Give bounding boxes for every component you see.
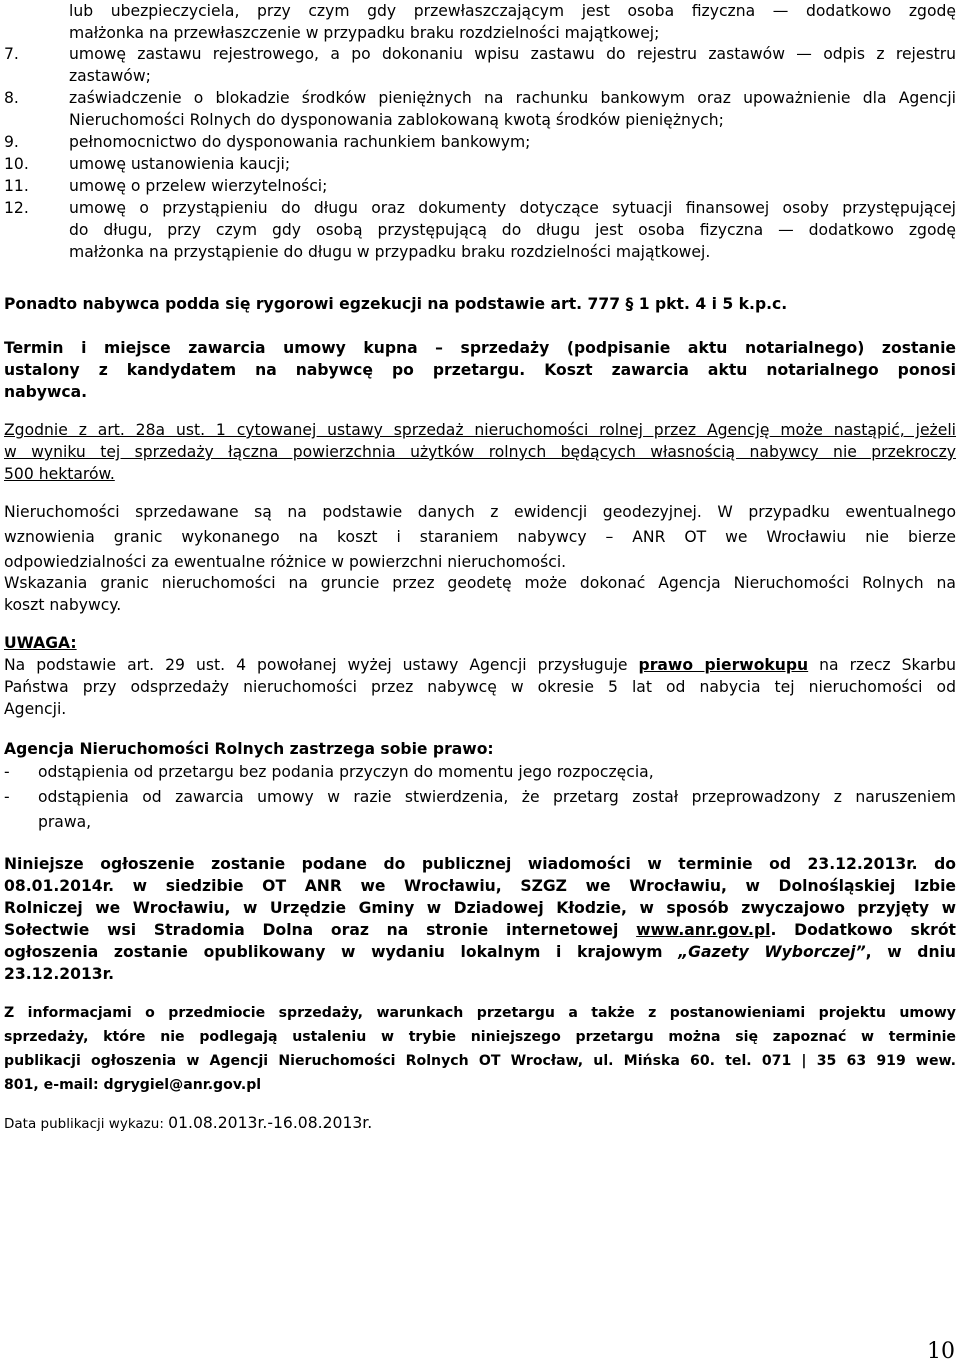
text-line: lub ubezpieczyciela, przy czym gdy przewłaszczającym jest osoba fizyczna — dodatkowo zgodę — [69, 2, 956, 20]
list-number: 10. — [4, 155, 29, 173]
website-link[interactable]: www.anr.gov.pl — [636, 921, 771, 939]
list-text: do długu, przy czym gdy osobą przystępującą do długu jest osoba fizyczna — dodatkowo zgodę — [69, 221, 956, 239]
wskazania-paragraph — [4, 572, 956, 616]
list-item — [4, 87, 956, 131]
termin-paragraph — [4, 337, 956, 403]
text-span: , w dniu — [865, 943, 957, 961]
list-number: 11. — [4, 177, 29, 195]
text-line — [4, 919, 956, 941]
text-line: Z informacjami o przedmiocie sprzedaży, warunkach przetargu a także z postanowieniami projektu umowy — [4, 1005, 956, 1021]
list-item — [4, 131, 956, 153]
text-line: Nieruchomości sprzedawane są na podstawie danych z ewidencji geodezyjnej. W przypadku ewentualnego — [4, 503, 956, 521]
egzekucja-paragraph: Ponadto nabywca podda się rygorowi egzekucji na podstawie art. 777 § 1 pkt. 4 i 5 k.p.c. — [4, 295, 788, 313]
text-line: Niniejsze ogłoszenie zostanie podane do publicznej wiadomości w terminie od 23.12.2013r. do — [4, 855, 956, 873]
list-item — [4, 43, 956, 87]
list-continuation — [69, 0, 956, 44]
text-span: na rzecz Skarbu — [808, 656, 956, 674]
list-text: umowę o przystąpieniu do długu oraz dokumenty dotyczące sytuacji finansowej osoby przystępującej — [69, 199, 956, 217]
text-line: małżonka na przewłaszczenie w przypadku braku rozdzielności majątkowej; — [69, 24, 660, 42]
text-line: nabywca. — [4, 383, 88, 401]
list-text: umowę ustanowienia kaucji; — [69, 155, 291, 173]
publikacja-label: Data publikacji wykazu: — [4, 1116, 169, 1132]
list-text: zastawów; — [69, 67, 151, 85]
text-line: koszt nabywcy. — [4, 596, 122, 614]
text-line — [4, 654, 956, 676]
numbered-list — [4, 43, 956, 263]
prawo-pierwokupu: prawo pierwokupu — [638, 656, 809, 674]
text-line: 23.12.2013r. — [4, 965, 115, 983]
text-line: 08.01.2014r. w siedzibie OT ANR we Wrocławiu, SZGZ we Wrocławiu, w Dolnośląskiej Izbie — [4, 877, 956, 895]
list-text: małżonka na przystąpienie do długu w przypadku braku rozdzielności majątkowej. — [69, 243, 711, 261]
text-line: ustalony z kandydatem na nabywcę po przetargu. Koszt zawarcia aktu notarialnego ponosi — [4, 361, 956, 379]
list-item — [4, 810, 956, 835]
dash-bullet: - — [4, 788, 10, 806]
list-text: umowę o przelew wierzytelności; — [69, 177, 328, 195]
text-span: Na podstawie art. 29 ust. 4 powołanej wyżej ustawy Agencji przysługuje — [4, 656, 639, 674]
list-text: zaświadczenie o blokadzie środków pieniężnych na rachunku bankowym oraz upoważnienie dla Agencji — [69, 89, 956, 107]
publikacja-dates: 01.08.2013r.-16.08.2013r. — [168, 1114, 373, 1132]
list-item — [4, 197, 956, 263]
publikacja-line — [4, 1112, 372, 1134]
list-text: Nieruchomości Rolnych do dysponowania zablokowaną kwotą środków pieniężnych; — [69, 111, 724, 129]
list-text: umowę zastawu rejestrowego, a po dokonaniu wpisu zastawu do rejestru zastawów — odpis z rejestru — [69, 45, 956, 63]
list-item — [4, 760, 956, 785]
list-text: prawa, — [38, 813, 92, 831]
text-line: sprzedaży, które nie podlegają ustaleniu w trybie niniejszego przetargu można się zapoznać w terminie — [4, 1029, 956, 1045]
text-line — [4, 941, 956, 963]
list-number: 9. — [4, 133, 19, 151]
text-line: Termin i miejsce zawarcia umowy kupna – sprzedaży (podpisanie aktu notarialnego) zostanie — [4, 339, 956, 357]
text-line: wznowienia granic wykonanego na koszt i staraniem nabywcy – ANR OT we Wrocławiu nie bierze — [4, 528, 956, 546]
list-text: odstąpienia od zawarcia umowy w razie stwierdzenia, że przetarg został przeprowadzony z naruszeniem — [38, 788, 956, 806]
text-span: ogłoszenia zostanie opublikowany w wydaniu lokalnym i krajowym — [4, 943, 679, 961]
list-text: pełnomocnictwo do dysponowania rachunkiem bankowym; — [69, 133, 531, 151]
list-item — [4, 175, 956, 197]
uwaga-heading: UWAGA: — [4, 634, 77, 652]
text-line: Wskazania granic nieruchomości na gruncie przez geodetę może dokonać Agencja Nieruchomości Rolnych na — [4, 574, 956, 592]
text-line: Zgodnie z art. 28a ust. 1 cytowanej ustawy sprzedaż nieruchomości rolnej przez Agencję może nastąpić, jeżeli — [4, 421, 956, 439]
text-line: Agencji. — [4, 700, 67, 718]
text-line: 500 hektarów. — [4, 465, 115, 483]
zgodnie-paragraph — [4, 419, 956, 485]
text-line: Państwa przy odsprzedaży nieruchomości przez nabywcę w okresie 5 lat od nabycia tej nieruchomości od — [4, 678, 956, 696]
text-line: publikacji ogłoszenia w Agencji Nieruchomości Rolnych OT Wrocław, ul. Mińska 60. tel. 071 | 35 63 919 wew. — [4, 1053, 956, 1069]
zastrzega-section — [4, 738, 956, 835]
list-number: 7. — [4, 45, 19, 63]
list-item — [4, 785, 956, 810]
dash-bullet: - — [4, 763, 10, 781]
list-text: odstąpienia od przetargu bez podania przyczyn do momentu jego rozpoczęcia, — [38, 763, 654, 781]
text-line: odpowiedzialności za ewentualne różnice w powierzchni nieruchomości. — [4, 553, 567, 571]
text-line: Rolniczej we Wrocławiu, w Urzędzie Gminy w Dziadowej Kłodzie, w sposób zwyczajowo przyjęty w — [4, 899, 956, 917]
informacje-paragraph — [4, 1001, 956, 1097]
list-item — [4, 153, 956, 175]
list-number: 12. — [4, 199, 29, 217]
ogloszenie-paragraph — [4, 853, 956, 985]
ewidencja-paragraph — [4, 500, 956, 575]
text-line: 801, e-mail: dgrygiel@anr.gov.pl — [4, 1077, 262, 1093]
list-number: 8. — [4, 89, 19, 107]
text-line: w wyniku tej sprzedaży łączna powierzchnia użytków rolnych będących własnością nabywcy nie przekroczy — [4, 443, 956, 461]
page-number: 10 — [927, 1339, 955, 1364]
newspaper-name: „Gazety Wyborczej” — [678, 943, 866, 961]
text-span: . Dodatkowo skrót — [770, 921, 956, 939]
uwaga-section — [4, 632, 956, 720]
zastrzega-heading: Agencja Nieruchomości Rolnych zastrzega sobie prawo: — [4, 740, 494, 758]
text-span: Sołectwie wsi Stradomia Dolna oraz na stronie internetowej — [4, 921, 637, 939]
